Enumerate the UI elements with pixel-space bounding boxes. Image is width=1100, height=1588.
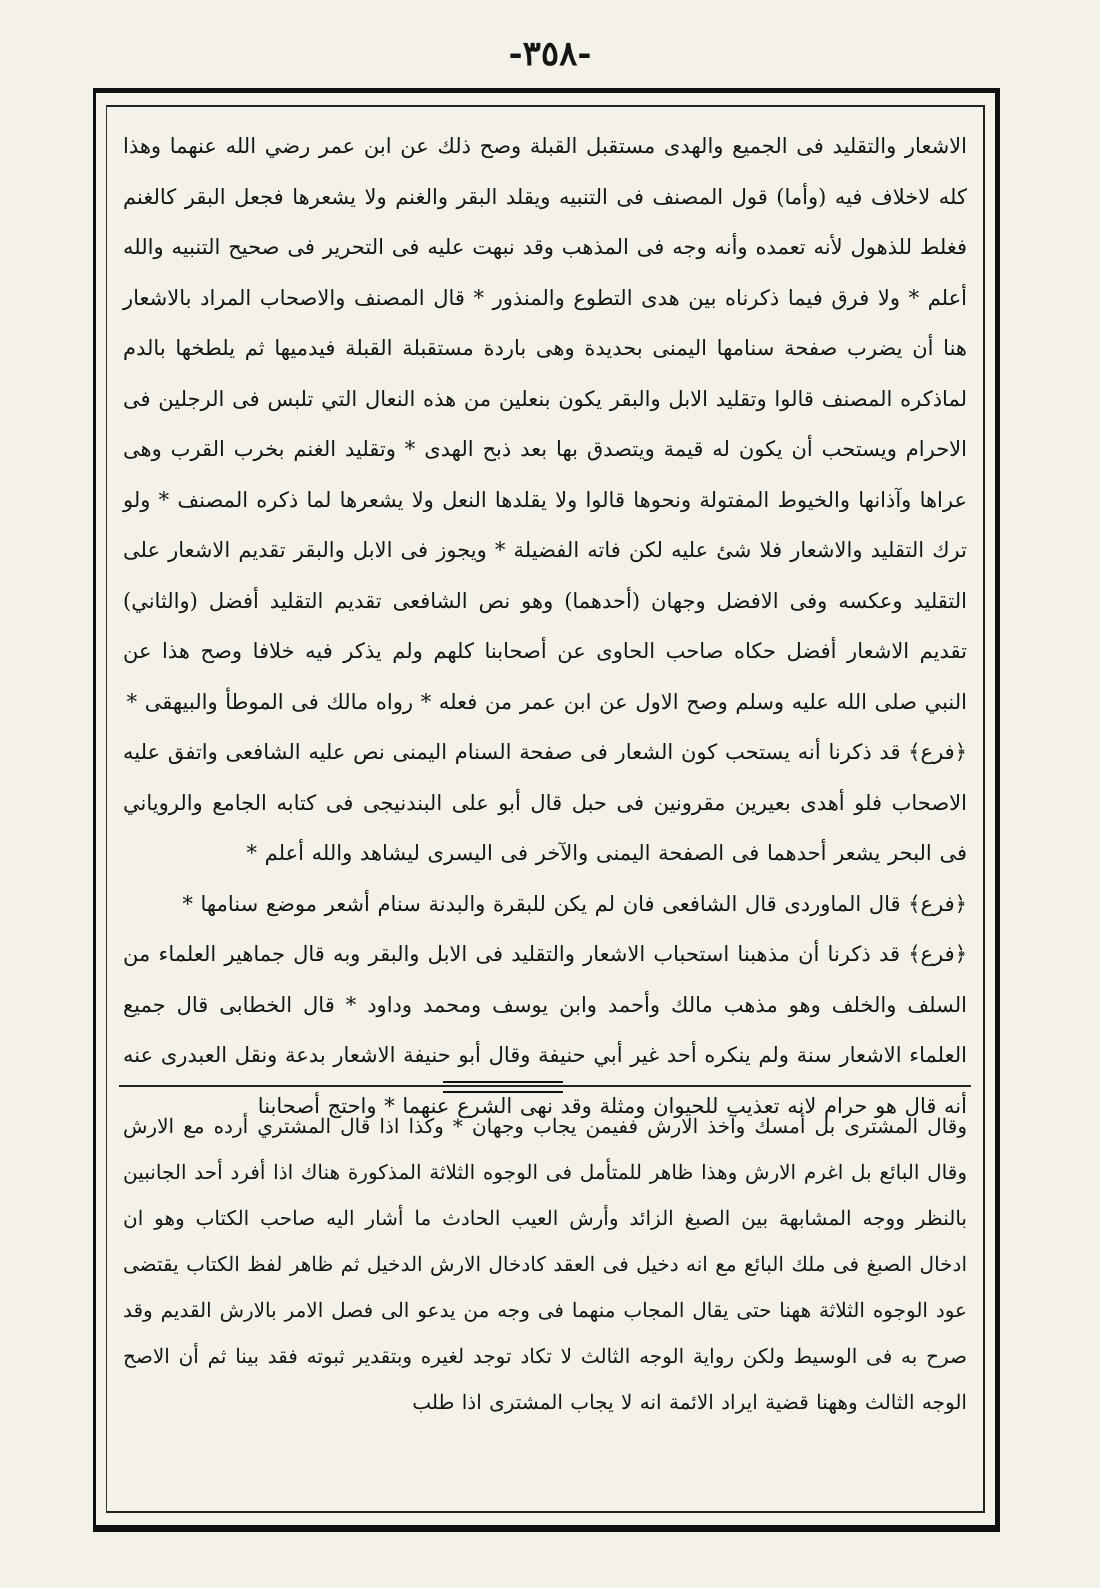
main-text-block (123, 121, 967, 1131)
main-paragraph-2: ﴿فرع﴾ قد ذكرنا أنه يستحب كون الشعار فى صفحة السنام اليمنى نص عليه الشافعى واتفق عليه الاصحاب فلو أهدى بعيرين مقرونين فى حبل قال أبو على البندنيجى فى كتابه الجامع والروياني فى البحر يشعر أحدهما فى الصفحة اليمنى والآخر فى اليسرى ليشاهد والله أعلم * (123, 740, 968, 865)
main-paragraph-1: الاشعار والتقليد فى الجميع والهدى مستقبل القبلة وصح ذلك عن ابن عمر رضي الله عنهما وهذا كله لاخلاف فيه (وأما) قول المصنف فى التنبيه ويقلد البقر والغنم ولا يشعرها فجعل البقر كالغنم فغلط للذهول لأنه تعمده وأنه وجه فى المذهب وقد نبهت عليه فى التحرير فى صحيح التنبيه والله أعلم * ولا فرق فيما ذكرناه بين هدى التطوع والمنذور * قال المصنف والاصحاب المراد بالاشعار هنا أن يضرب صفحة سنامها اليمنى بحديدة وهى باردة مستقبلة القبلة فيدميها ثم يلطخها بالدم لماذكره المصنف قالوا وتقليد الابل والبقر يكون بنعلين من هذه النعال التي تلبس فى الرجلين فى الاحرام ويستحب أن يكون له قيمة ويتصدق بها بعد ذبح الهدى * وتقليد الغنم بخرب القرب وهى عراها وآذانها والخيوط المفتولة ونحوها قالوا ولا يقلدها النعل ولا يشعرها لما ذكره المصنف * ولو ترك التقليد والاشعار فلا شئ عليه لكن فاته الفضيلة * ويجوز فى الابل والبقر تقديم الاشعار على التقليد وعكسه وفى الافضل وجهان (أحدهما) وهو نص الشافعى تقديم التقليد أفضل (والثاني) تقديم الاشعار أفضل حكاه صاحب الحاوى عن أصحابنا كلهم ولم يذكر فيه خلافا وصح هذا عن النبي صلى الله عليه وسلم وصح الاول عن ابن عمر من فعله * رواه مالك فى الموطأ والبيهقى * (123, 134, 967, 714)
footnote-separator (119, 1081, 971, 1093)
page-frame (93, 88, 1000, 1532)
main-paragraph-4: ﴿فرع﴾ قد ذكرنا أن مذهبنا استحباب الاشعار والتقليد فى الابل والبقر وبه قال جماهير العلماء من السلف والخلف وهو مذهب مالك وأحمد وابن يوسف ومحمد وداود * قال الخطابى قال جميع العلماء الاشعار سنة ولم ينكره أحد غير أبي حنيفة وقال أبو حنيفة الاشعار بدعة ونقل العبدرى عنه أنه قال هو حرام لانه تعذيب للحيوان ومثلة وقد نهى الشرع عنهما * واحتج أصحابنا (123, 942, 967, 1118)
main-paragraph-3: ﴿فرع﴾ قال الماوردى قال الشافعى فان لم يكن للبقرة والبدنة سنام أشعر موضع سنامها * (182, 891, 967, 916)
footnote-paragraph: وقال المشترى بل أمسك وآخذ الارش ففيمن يجاب وجهان * وكذا اذا قال المشتري أرده مع الارش وقال البائع بل اغرم الارش وهذا ظاهر للمتأمل فى الوجوه الثلاثة المذكورة هناك اذا أفرد أحد الجانبين بالنظر ووجه المشابهة بين الصبغ الزائد وأرش العيب الحادث ما أشار اليه صاحب الكتاب وهو ان ادخال الصبغ فى ملك البائع مع انه دخيل فى العقد كادخال الارش الدخيل ثم ظاهر لفظ الكتاب يقتضى عود الوجوه الثلاثة ههنا حتى يقال المجاب منهما فى وجه من يدعو الى فصل الامر بالارش القديم وقد صرح به فى الوسيط ولكن رواية الوجه الثالث لا تكاد توجد لغيره وبتقدير ثبوته فقد بينا ثم أن الاصح الوجه الثالث وههنا قضية ايراد الائمة انه لا يجاب المشترى اذا طلب (123, 1114, 967, 1414)
footnote-text-block (123, 1103, 967, 1425)
page-frame-inner (106, 105, 985, 1513)
separator-ornament (443, 1081, 563, 1093)
page-number: -٣٥٨- (508, 34, 592, 74)
